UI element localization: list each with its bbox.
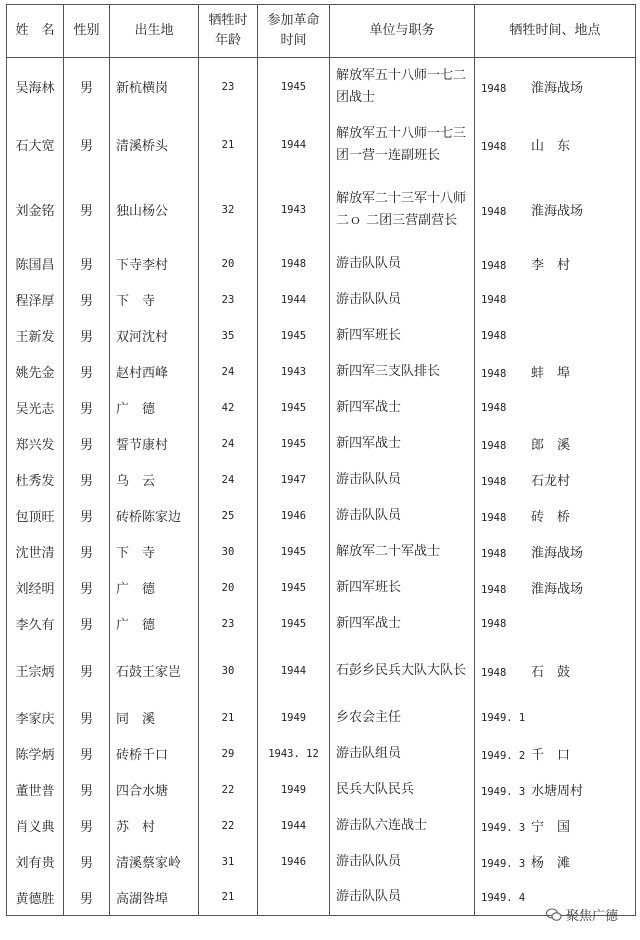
table-row: [7, 844, 636, 880]
table-row: [7, 880, 636, 916]
header-birthplace: 出生地: [110, 5, 199, 58]
cell-birthplace: 四合水塘: [110, 772, 199, 808]
cell-gender: 男: [64, 772, 110, 808]
cell-gender: 男: [64, 880, 110, 916]
cell-age: 23: [199, 606, 258, 642]
cell-name: 李久有: [7, 606, 64, 642]
cell-gender: 男: [64, 606, 110, 642]
death-year: 1949. 3: [481, 858, 526, 870]
cell-birthplace: 苏 村: [110, 808, 199, 844]
cell-join-time: 1945: [258, 58, 330, 116]
cell-join-time: 1949: [258, 772, 330, 808]
cell-name: 李家庆: [7, 700, 64, 736]
cell-join-time: 1946: [258, 844, 330, 880]
death-place: 石龙村: [531, 474, 571, 489]
cell-death: [475, 282, 636, 318]
cell-death: [475, 390, 636, 426]
watermark-text: 聚焦广德: [565, 909, 618, 924]
table-row: [7, 606, 636, 642]
cell-unit: 新四军战士: [330, 426, 475, 462]
cell-name: 石大宽: [7, 116, 64, 174]
death-year: 1948: [481, 206, 507, 218]
cell-gender: 男: [64, 808, 110, 844]
cell-gender: 男: [64, 498, 110, 534]
cell-join-time: 1948: [258, 246, 330, 282]
death-place: 杨 滩: [531, 856, 571, 871]
death-place: 石 鼓: [531, 665, 571, 680]
death-year: 1949. 1: [481, 712, 526, 724]
cell-gender: 男: [64, 462, 110, 498]
cell-birthplace: 誓节康村: [110, 426, 199, 462]
cell-name: 王宗炳: [7, 642, 64, 700]
death-year: 1948: [481, 618, 507, 630]
death-year: 1948: [481, 294, 507, 306]
cell-join-time: 1945: [258, 570, 330, 606]
cell-gender: 男: [64, 534, 110, 570]
wechat-icon: [546, 908, 562, 922]
cell-name: 陈学炳: [7, 736, 64, 772]
cell-name: 杜秀发: [7, 462, 64, 498]
cell-death: [475, 700, 636, 736]
death-place: 千 口: [531, 748, 571, 763]
cell-join-time: 1945: [258, 426, 330, 462]
cell-unit: 民兵大队民兵: [330, 772, 475, 808]
cell-unit: 游击队队员: [330, 282, 475, 318]
cell-age: 29: [199, 736, 258, 772]
cell-birthplace: 下 寺: [110, 534, 199, 570]
cell-join-time: 1949: [258, 700, 330, 736]
cell-unit: 新四军班长: [330, 570, 475, 606]
cell-age: 31: [199, 844, 258, 880]
table-row: [7, 246, 636, 282]
cell-unit: 游击队队员: [330, 498, 475, 534]
death-place: 淮海战场: [531, 81, 584, 97]
death-year: 1948: [481, 548, 507, 560]
cell-death: [475, 354, 636, 390]
cell-join-time: 1945: [258, 606, 330, 642]
death-year: 1948: [481, 440, 507, 452]
cell-age: 21: [199, 880, 258, 916]
table-row: [7, 354, 636, 390]
cell-gender: 男: [64, 318, 110, 354]
cell-death: [475, 174, 636, 246]
cell-join-time: 1946: [258, 498, 330, 534]
death-year: 1948: [481, 667, 507, 679]
cell-unit: 解放军五十八师一七二团战士: [330, 58, 475, 116]
header-row: [7, 5, 636, 58]
cell-birthplace: 同 溪: [110, 700, 199, 736]
cell-unit: 游击队队员: [330, 246, 475, 282]
cell-unit: 乡农会主任: [330, 700, 475, 736]
table-row: [7, 390, 636, 426]
cell-join-time: 1944: [258, 116, 330, 174]
cell-join-time: 1943: [258, 174, 330, 246]
cell-birthplace: 下寺李村: [110, 246, 199, 282]
cell-death: [475, 606, 636, 642]
table-row: [7, 462, 636, 498]
cell-death: [475, 462, 636, 498]
cell-unit: 解放军二十军战士: [330, 534, 475, 570]
cell-age: 24: [199, 462, 258, 498]
cell-gender: 男: [64, 426, 110, 462]
table-row: [7, 58, 636, 116]
cell-birthplace: 清溪桥头: [110, 116, 199, 174]
cell-birthplace: 广 德: [110, 390, 199, 426]
cell-join-time: 1945: [258, 390, 330, 426]
cell-gender: 男: [64, 282, 110, 318]
cell-birthplace: 高湖咎埠: [110, 880, 199, 916]
cell-unit: 新四军班长: [330, 318, 475, 354]
cell-name: 包顶旺: [7, 498, 64, 534]
table-row: [7, 116, 636, 174]
cell-name: 刘经明: [7, 570, 64, 606]
cell-unit: 新四军三支队排长: [330, 354, 475, 390]
death-year: 1949. 3: [481, 786, 526, 798]
cell-age: 23: [199, 282, 258, 318]
header-name: 姓 名: [7, 5, 64, 58]
table-row: [7, 642, 636, 700]
header-unit: 单位与职务: [330, 5, 475, 58]
cell-birthplace: 下 寺: [110, 282, 199, 318]
cell-death: [475, 498, 636, 534]
cell-age: 42: [199, 390, 258, 426]
cell-gender: 男: [64, 174, 110, 246]
cell-join-time: 1945: [258, 534, 330, 570]
cell-age: 30: [199, 642, 258, 700]
death-year: 1948: [481, 368, 507, 380]
cell-join-time: 1944: [258, 282, 330, 318]
cell-age: 24: [199, 354, 258, 390]
cell-name: 陈国昌: [7, 246, 64, 282]
cell-unit: 游击队组员: [330, 736, 475, 772]
death-place: 郎 溪: [531, 438, 571, 453]
table-row: [7, 700, 636, 736]
cell-birthplace: 广 德: [110, 606, 199, 642]
cell-birthplace: 砖桥陈家边: [110, 498, 199, 534]
cell-gender: 男: [64, 58, 110, 116]
cell-birthplace: 新杭横岗: [110, 58, 199, 116]
cell-unit: 解放军二十三军十八师二ｏ 二团三营副营长: [330, 174, 475, 246]
table-row: [7, 426, 636, 462]
cell-birthplace: 独山杨公: [110, 174, 199, 246]
cell-age: 24: [199, 426, 258, 462]
cell-name: 程泽厚: [7, 282, 64, 318]
cell-name: 刘金铭: [7, 174, 64, 246]
cell-age: 20: [199, 246, 258, 282]
martyrs-table: [6, 4, 636, 916]
cell-gender: 男: [64, 390, 110, 426]
death-place: 山 东: [531, 139, 571, 154]
table-row: [7, 498, 636, 534]
cell-unit: 游击队队员: [330, 462, 475, 498]
cell-join-time: 1943: [258, 354, 330, 390]
watermark: [546, 905, 618, 924]
death-year: 1948: [481, 476, 507, 488]
cell-gender: 男: [64, 570, 110, 606]
cell-unit: 游击队队员: [330, 880, 475, 916]
cell-birthplace: 双河沈村: [110, 318, 199, 354]
cell-join-time: [258, 880, 330, 916]
table-row: [7, 282, 636, 318]
death-year: 1948: [481, 260, 507, 272]
death-year: 1949. 4: [481, 891, 526, 904]
cell-birthplace: 石鼓王家岂: [110, 642, 199, 700]
cell-name: 董世普: [7, 772, 64, 808]
cell-name: 姚先金: [7, 354, 64, 390]
cell-age: 21: [199, 700, 258, 736]
table-row: [7, 808, 636, 844]
cell-name: 刘有贵: [7, 844, 64, 880]
cell-age: 20: [199, 570, 258, 606]
cell-unit: 游击队队员: [330, 844, 475, 880]
table-row: [7, 570, 636, 606]
table-row: [7, 772, 636, 808]
cell-name: 吴光志: [7, 390, 64, 426]
cell-age: 23: [199, 58, 258, 116]
death-year: 1948: [481, 512, 507, 524]
cell-unit: 解放军五十八师一七三团一营一连副班长: [330, 116, 475, 174]
header-join-time: 参加革命时间: [258, 5, 330, 58]
cell-gender: 男: [64, 116, 110, 174]
death-year: 1948: [481, 83, 507, 96]
cell-death: [475, 534, 636, 570]
cell-age: 22: [199, 808, 258, 844]
cell-age: 21: [199, 116, 258, 174]
cell-death: [475, 844, 636, 880]
cell-name: 肖义典: [7, 808, 64, 844]
cell-unit: 石彭乡民兵大队大队长: [330, 642, 475, 700]
death-year: 1949. 3: [481, 822, 526, 834]
cell-death: [475, 808, 636, 844]
cell-death: [475, 426, 636, 462]
cell-age: 25: [199, 498, 258, 534]
cell-name: 吴海林: [7, 58, 64, 116]
death-place: 蚌 埠: [531, 366, 571, 381]
death-year: 1948: [481, 402, 507, 414]
cell-unit: 游击队六连战士: [330, 808, 475, 844]
cell-death: [475, 58, 636, 116]
cell-unit: 新四军战士: [330, 606, 475, 642]
cell-join-time: 1943. 12: [258, 736, 330, 772]
death-place: 李 村: [531, 258, 571, 273]
cell-death: [475, 116, 636, 174]
cell-unit: 新四军战士: [330, 390, 475, 426]
death-year: 1948: [481, 584, 507, 596]
death-year: 1948: [481, 141, 507, 153]
table-row: [7, 318, 636, 354]
cell-gender: 男: [64, 642, 110, 700]
cell-age: 22: [199, 772, 258, 808]
death-place: 淮海战场: [531, 546, 584, 561]
header-death: 牺牲时间、地点: [475, 5, 636, 58]
cell-birthplace: 砖桥千口: [110, 736, 199, 772]
death-place: 水塘周村: [531, 784, 584, 799]
cell-join-time: 1945: [258, 318, 330, 354]
cell-gender: 男: [64, 354, 110, 390]
table-row: [7, 534, 636, 570]
cell-age: 35: [199, 318, 258, 354]
death-place: 淮海战场: [531, 582, 584, 597]
header-age: 牺牲时年龄: [199, 5, 258, 58]
cell-name: 沈世清: [7, 534, 64, 570]
cell-gender: 男: [64, 844, 110, 880]
cell-name: 黄德胜: [7, 880, 64, 916]
cell-age: 32: [199, 174, 258, 246]
cell-death: [475, 246, 636, 282]
death-year: 1948: [481, 330, 507, 342]
cell-gender: 男: [64, 700, 110, 736]
header-gender: 性别: [64, 5, 110, 58]
death-place: 砖 桥: [531, 510, 571, 525]
cell-age: 30: [199, 534, 258, 570]
cell-name: 王新发: [7, 318, 64, 354]
cell-gender: 男: [64, 736, 110, 772]
cell-death: [475, 772, 636, 808]
cell-birthplace: 赵村西峰: [110, 354, 199, 390]
cell-join-time: 1947: [258, 462, 330, 498]
table-row: [7, 736, 636, 772]
death-year: 1949. 2: [481, 750, 526, 762]
table-row: [7, 174, 636, 246]
cell-birthplace: 乌 云: [110, 462, 199, 498]
cell-death: [475, 318, 636, 354]
cell-death: [475, 570, 636, 606]
cell-join-time: 1944: [258, 808, 330, 844]
cell-birthplace: 广 德: [110, 570, 199, 606]
death-place: 淮海战场: [531, 204, 584, 219]
death-place: 宁 国: [531, 820, 571, 835]
cell-birthplace: 清溪蔡家岭: [110, 844, 199, 880]
cell-gender: 男: [64, 246, 110, 282]
cell-death: [475, 736, 636, 772]
cell-join-time: 1944: [258, 642, 330, 700]
cell-death: [475, 642, 636, 700]
cell-name: 郑兴发: [7, 426, 64, 462]
